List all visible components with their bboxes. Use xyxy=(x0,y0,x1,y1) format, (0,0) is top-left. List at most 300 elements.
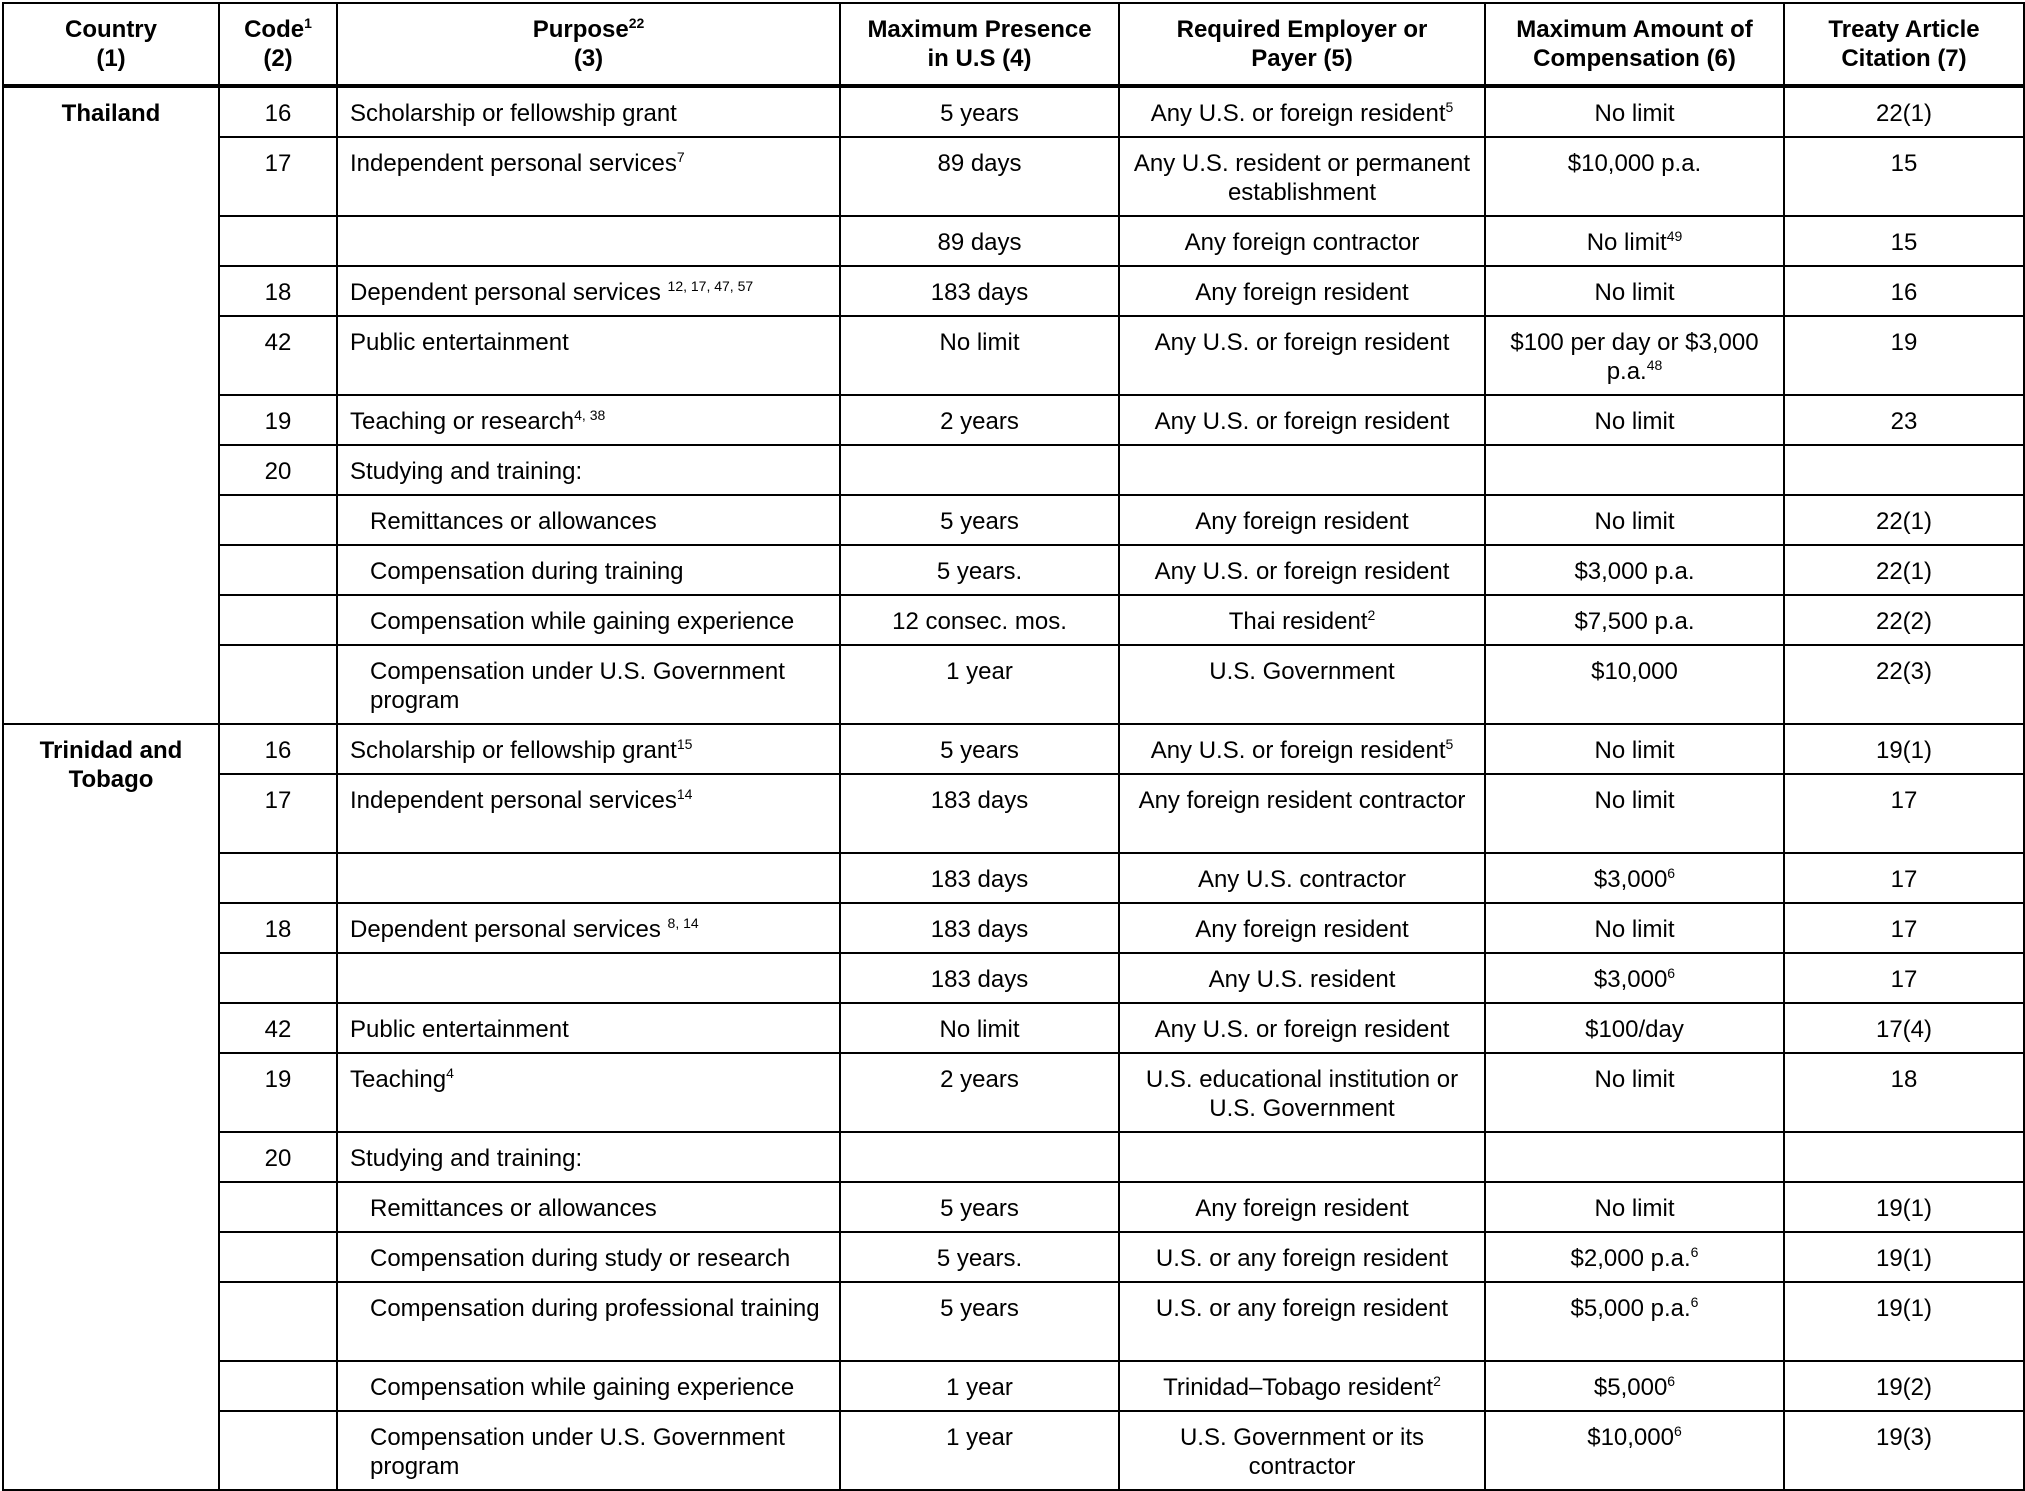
amount-cell xyxy=(1485,774,1784,853)
code-text: 16 xyxy=(264,737,292,764)
employer-text: Any U.S. resident xyxy=(1208,966,1396,993)
amount-text: No limit xyxy=(1594,1195,1675,1222)
header-required-employer: Required Employer or Payer (5) xyxy=(1119,3,1485,86)
presence-text: 183 days xyxy=(930,866,1029,893)
purpose-text: Compensation during professional training xyxy=(370,1295,820,1322)
purpose-cell xyxy=(337,316,840,395)
purpose-text: Dependent personal services xyxy=(350,916,668,943)
employer-cell xyxy=(1119,953,1485,1003)
code-cell xyxy=(219,1232,337,1282)
employer-cell xyxy=(1119,545,1485,595)
employer-cell xyxy=(1119,445,1485,495)
footnote-ref: 6 xyxy=(1690,1244,1699,1260)
code-text: 18 xyxy=(264,279,292,306)
article-text: 17 xyxy=(1890,866,1918,893)
purpose-text: Public entertainment xyxy=(350,1016,569,1043)
footnote-ref: 15 xyxy=(676,736,693,752)
purpose-cell xyxy=(337,395,840,445)
code-text: 17 xyxy=(264,787,292,814)
table-row xyxy=(3,903,2024,953)
employer-cell xyxy=(1119,1282,1485,1361)
article-text: 19 xyxy=(1890,329,1918,356)
employer-text: U.S. or any foreign resident xyxy=(1155,1245,1449,1272)
article-cell xyxy=(1784,1361,2024,1411)
purpose-cell xyxy=(337,853,840,903)
employer-cell xyxy=(1119,1182,1485,1232)
purpose-cell xyxy=(337,1003,840,1053)
amount-text: $3,000 xyxy=(1593,866,1668,893)
footnote-ref: 14 xyxy=(676,786,693,802)
article-text: 18 xyxy=(1890,1066,1918,1093)
employer-cell xyxy=(1119,853,1485,903)
employer-text: U.S. Government or its contractor xyxy=(1179,1424,1425,1480)
code-text: 17 xyxy=(264,150,292,177)
employer-text: Any U.S. or foreign resident xyxy=(1154,408,1450,435)
purpose-cell xyxy=(337,645,840,724)
table-row xyxy=(3,1361,2024,1411)
amount-text: $10,000 xyxy=(1591,658,1678,685)
amount-text: $10,000 p.a. xyxy=(1567,150,1702,177)
code-cell xyxy=(219,316,337,395)
employer-text: Any U.S. contractor xyxy=(1197,866,1407,893)
purpose-text: Scholarship or fellowship grant xyxy=(350,100,677,127)
table-row xyxy=(3,86,2024,137)
purpose-cell xyxy=(337,1132,840,1182)
footnote-ref: 48 xyxy=(1646,357,1663,373)
presence-text: 89 days xyxy=(937,150,1022,177)
article-cell xyxy=(1784,266,2024,316)
purpose-cell xyxy=(337,1182,840,1232)
purpose-text: Teaching or research xyxy=(350,408,575,435)
presence-cell xyxy=(840,645,1119,724)
header-row xyxy=(3,3,2024,86)
amount-text: No limit xyxy=(1594,1066,1675,1093)
amount-cell xyxy=(1485,724,1784,774)
purpose-text: Scholarship or fellowship grant xyxy=(350,737,677,764)
amount-cell xyxy=(1485,1361,1784,1411)
table-row xyxy=(3,853,2024,903)
article-cell xyxy=(1784,1182,2024,1232)
article-cell xyxy=(1784,545,2024,595)
code-text: 20 xyxy=(264,458,292,485)
employer-cell xyxy=(1119,774,1485,853)
presence-cell xyxy=(840,86,1119,137)
presence-cell xyxy=(840,216,1119,266)
employer-text: Trinidad–Tobago resident xyxy=(1163,1374,1434,1401)
employer-text: Any foreign resident xyxy=(1195,508,1409,535)
purpose-cell xyxy=(337,903,840,953)
purpose-text: Studying and training: xyxy=(350,1145,583,1172)
footnote-ref: 49 xyxy=(1666,228,1683,244)
purpose-cell xyxy=(337,1282,840,1361)
employer-text: Any foreign resident xyxy=(1195,279,1409,306)
employer-cell xyxy=(1119,1003,1485,1053)
table-row xyxy=(3,395,2024,445)
article-text: 19(1) xyxy=(1875,737,1933,764)
purpose-cell xyxy=(337,595,840,645)
article-cell xyxy=(1784,1411,2024,1490)
code-cell xyxy=(219,774,337,853)
table-row xyxy=(3,1182,2024,1232)
presence-text: 12 consec. mos. xyxy=(892,608,1067,635)
code-cell xyxy=(219,545,337,595)
code-cell xyxy=(219,86,337,137)
presence-text: 5 years xyxy=(940,1195,1019,1222)
code-cell xyxy=(219,445,337,495)
footnote-ref: 12, 17, 47, 57 xyxy=(667,278,754,294)
employer-text: Any foreign resident xyxy=(1195,916,1409,943)
article-cell xyxy=(1784,216,2024,266)
table-row xyxy=(3,137,2024,216)
purpose-cell xyxy=(337,953,840,1003)
presence-text: 1 year xyxy=(946,1424,1013,1451)
article-cell xyxy=(1784,724,2024,774)
code-cell xyxy=(219,137,337,216)
country-name: Thailand xyxy=(61,100,161,127)
footnote-ref: 2 xyxy=(1433,1373,1441,1389)
footnote-ref: 4 xyxy=(446,1065,454,1081)
country-cell xyxy=(3,724,219,1490)
amount-cell xyxy=(1485,137,1784,216)
employer-text: Thai resident xyxy=(1228,608,1368,635)
employer-text: Any U.S. or foreign resident xyxy=(1154,1016,1450,1043)
employer-cell xyxy=(1119,645,1485,724)
footnote-ref: 6 xyxy=(1667,1373,1676,1389)
amount-text: No limit xyxy=(1594,408,1675,435)
employer-text: Any U.S. or foreign resident xyxy=(1150,737,1446,764)
presence-cell xyxy=(840,595,1119,645)
code-cell xyxy=(219,495,337,545)
article-text: 22(1) xyxy=(1875,508,1933,535)
header-treaty-article: Treaty Article Citation (7) xyxy=(1784,3,2024,86)
presence-text: 183 days xyxy=(930,916,1029,943)
header-maximum-amount: Maximum Amount of Compensation (6) xyxy=(1485,3,1784,86)
presence-text: 5 years. xyxy=(936,1245,1023,1272)
amount-text: No limit xyxy=(1594,100,1675,127)
code-cell xyxy=(219,1182,337,1232)
employer-cell xyxy=(1119,903,1485,953)
article-cell xyxy=(1784,903,2024,953)
header-maximum-presence: Maximum Presence in U.S (4) xyxy=(840,3,1119,86)
employer-text: U.S. educational institution or U.S. Government xyxy=(1145,1066,1459,1122)
article-text: 17 xyxy=(1890,916,1918,943)
amount-cell xyxy=(1485,445,1784,495)
presence-text: 1 year xyxy=(946,658,1013,685)
code-text: 20 xyxy=(264,1145,292,1172)
amount-text: No limit xyxy=(1594,279,1675,306)
table-row xyxy=(3,266,2024,316)
employer-text: Any foreign resident xyxy=(1195,1195,1409,1222)
table-row xyxy=(3,216,2024,266)
article-text: 19(1) xyxy=(1875,1245,1933,1272)
amount-cell xyxy=(1485,853,1784,903)
presence-text: No limit xyxy=(939,1016,1020,1043)
presence-cell xyxy=(840,1182,1119,1232)
employer-cell xyxy=(1119,595,1485,645)
code-cell xyxy=(219,853,337,903)
purpose-text: Teaching xyxy=(350,1066,447,1093)
presence-cell xyxy=(840,853,1119,903)
code-cell xyxy=(219,1053,337,1132)
article-cell xyxy=(1784,1003,2024,1053)
article-cell xyxy=(1784,316,2024,395)
purpose-cell xyxy=(337,137,840,216)
header-country: Country (1) xyxy=(3,3,219,86)
code-text: 42 xyxy=(264,1016,292,1043)
presence-text: 183 days xyxy=(930,787,1029,814)
code-cell xyxy=(219,953,337,1003)
presence-text: 1 year xyxy=(946,1374,1013,1401)
article-cell xyxy=(1784,953,2024,1003)
article-cell xyxy=(1784,1282,2024,1361)
article-cell xyxy=(1784,853,2024,903)
amount-text: No limit xyxy=(1594,787,1675,814)
employer-cell xyxy=(1119,1053,1485,1132)
table-row xyxy=(3,774,2024,853)
table-row xyxy=(3,1282,2024,1361)
amount-cell xyxy=(1485,1182,1784,1232)
employer-cell xyxy=(1119,216,1485,266)
amount-cell xyxy=(1485,1003,1784,1053)
amount-cell xyxy=(1485,216,1784,266)
presence-cell xyxy=(840,495,1119,545)
footnote-ref: 8, 14 xyxy=(667,915,699,931)
employer-text: Any U.S. or foreign resident xyxy=(1154,329,1450,356)
article-cell xyxy=(1784,495,2024,545)
employer-cell xyxy=(1119,495,1485,545)
employer-cell xyxy=(1119,1361,1485,1411)
presence-cell xyxy=(840,1003,1119,1053)
amount-cell xyxy=(1485,316,1784,395)
article-cell xyxy=(1784,645,2024,724)
article-text: 17(4) xyxy=(1875,1016,1933,1043)
amount-text: $7,500 p.a. xyxy=(1574,608,1695,635)
table-row xyxy=(3,1053,2024,1132)
employer-text: U.S. Government xyxy=(1209,658,1395,685)
presence-text: 5 years xyxy=(940,737,1019,764)
code-text: 19 xyxy=(264,408,292,435)
article-cell xyxy=(1784,1232,2024,1282)
amount-cell xyxy=(1485,1282,1784,1361)
article-cell xyxy=(1784,595,2024,645)
code-text: 42 xyxy=(264,329,292,356)
code-text: 19 xyxy=(264,1066,292,1093)
table-row xyxy=(3,1003,2024,1053)
table-row xyxy=(3,495,2024,545)
article-text: 22(2) xyxy=(1875,608,1933,635)
code-cell xyxy=(219,1411,337,1490)
code-cell xyxy=(219,1003,337,1053)
presence-text: 5 years. xyxy=(936,558,1023,585)
code-cell xyxy=(219,1132,337,1182)
table-row xyxy=(3,445,2024,495)
purpose-text: Independent personal services xyxy=(350,787,677,814)
article-text: 22(1) xyxy=(1875,100,1933,127)
presence-cell xyxy=(840,395,1119,445)
amount-text: $5,000 xyxy=(1593,1374,1668,1401)
employer-cell xyxy=(1119,86,1485,137)
presence-text: 2 years xyxy=(940,1066,1019,1093)
amount-text: $5,000 p.a. xyxy=(1570,1295,1691,1322)
footnote-ref: 6 xyxy=(1690,1294,1699,1310)
footnote-ref: 6 xyxy=(1667,965,1676,981)
code-text: 16 xyxy=(264,100,292,127)
article-cell xyxy=(1784,395,2024,445)
table-row xyxy=(3,545,2024,595)
country-cell xyxy=(3,86,219,724)
employer-text: Any foreign resident contractor xyxy=(1138,787,1466,814)
country-name: Trinidad and Tobago xyxy=(39,737,183,793)
table-row xyxy=(3,316,2024,395)
footnote-ref: 6 xyxy=(1673,1423,1682,1439)
purpose-text: Dependent personal services xyxy=(350,279,668,306)
purpose-text: Public entertainment xyxy=(350,329,569,356)
article-text: 19(3) xyxy=(1875,1424,1933,1451)
code-cell xyxy=(219,1282,337,1361)
code-cell xyxy=(219,395,337,445)
footnote-ref: 2 xyxy=(1367,607,1376,623)
employer-cell xyxy=(1119,395,1485,445)
purpose-text: Compensation during training xyxy=(370,558,684,585)
amount-text: No limit xyxy=(1594,916,1675,943)
employer-cell xyxy=(1119,1411,1485,1490)
amount-cell xyxy=(1485,1132,1784,1182)
presence-text: 183 days xyxy=(930,966,1029,993)
amount-cell xyxy=(1485,1053,1784,1132)
code-cell xyxy=(219,595,337,645)
footnote-ref: 7 xyxy=(676,149,685,165)
article-cell xyxy=(1784,445,2024,495)
purpose-text: Compensation while gaining experience xyxy=(370,608,795,635)
purpose-cell xyxy=(337,724,840,774)
amount-text: $100 per day or $3,000 p.a. xyxy=(1510,329,1759,385)
purpose-cell xyxy=(337,1361,840,1411)
article-text: 22(3) xyxy=(1875,658,1933,685)
presence-cell xyxy=(840,445,1119,495)
presence-text: No limit xyxy=(939,329,1020,356)
purpose-cell xyxy=(337,545,840,595)
article-cell xyxy=(1784,1132,2024,1182)
amount-cell xyxy=(1485,495,1784,545)
treaty-table xyxy=(2,2,2025,1491)
article-cell xyxy=(1784,86,2024,137)
presence-cell xyxy=(840,774,1119,853)
amount-text: $3,000 p.a. xyxy=(1574,558,1695,585)
presence-text: 5 years xyxy=(940,508,1019,535)
table-row xyxy=(3,953,2024,1003)
purpose-cell xyxy=(337,1411,840,1490)
employer-text: Any U.S. resident or permanent establishment xyxy=(1133,150,1471,206)
code-cell xyxy=(219,645,337,724)
footnote-ref: 4, 38 xyxy=(574,407,606,423)
presence-text: 2 years xyxy=(940,408,1019,435)
article-text: 22(1) xyxy=(1875,558,1933,585)
amount-cell xyxy=(1485,903,1784,953)
presence-text: 183 days xyxy=(930,279,1029,306)
amount-text: $2,000 p.a. xyxy=(1570,1245,1691,1272)
article-cell xyxy=(1784,1053,2024,1132)
presence-cell xyxy=(840,953,1119,1003)
employer-text: Any U.S. or foreign resident xyxy=(1150,100,1446,127)
table-row xyxy=(3,595,2024,645)
presence-cell xyxy=(840,1411,1119,1490)
code-text: 18 xyxy=(264,916,292,943)
amount-cell xyxy=(1485,395,1784,445)
table-row xyxy=(3,724,2024,774)
amount-cell xyxy=(1485,1411,1784,1490)
presence-cell xyxy=(840,1282,1119,1361)
code-cell xyxy=(219,903,337,953)
amount-text: No limit xyxy=(1594,737,1675,764)
presence-cell xyxy=(840,724,1119,774)
presence-cell xyxy=(840,545,1119,595)
amount-cell xyxy=(1485,645,1784,724)
presence-cell xyxy=(840,1361,1119,1411)
header-purpose: Purpose$^{22}$ (3) xyxy=(337,3,840,86)
table-row xyxy=(3,1411,2024,1490)
purpose-cell xyxy=(337,266,840,316)
presence-cell xyxy=(840,137,1119,216)
employer-text: U.S. or any foreign resident xyxy=(1155,1295,1449,1322)
purpose-cell xyxy=(337,1053,840,1132)
code-cell xyxy=(219,216,337,266)
employer-cell xyxy=(1119,266,1485,316)
amount-text: No limit xyxy=(1594,508,1675,535)
presence-text: 89 days xyxy=(937,229,1022,256)
article-cell xyxy=(1784,137,2024,216)
table-row xyxy=(3,645,2024,724)
amount-text: $3,000 xyxy=(1593,966,1668,993)
presence-cell xyxy=(840,903,1119,953)
amount-cell xyxy=(1485,1232,1784,1282)
amount-text: No limit xyxy=(1586,229,1667,256)
article-text: 19(1) xyxy=(1875,1195,1933,1222)
amount-text: $100/day xyxy=(1585,1016,1684,1043)
presence-text: 5 years xyxy=(940,100,1019,127)
article-text: 16 xyxy=(1890,279,1918,306)
employer-cell xyxy=(1119,724,1485,774)
footnote-ref: 5 xyxy=(1445,736,1454,752)
article-text: 15 xyxy=(1890,150,1918,177)
purpose-cell xyxy=(337,216,840,266)
code-cell xyxy=(219,724,337,774)
footnote-ref: 5 xyxy=(1445,99,1454,115)
purpose-text: Compensation under U.S. Government program xyxy=(370,658,785,714)
table-row xyxy=(3,1132,2024,1182)
purpose-cell xyxy=(337,86,840,137)
article-text: 17 xyxy=(1890,787,1918,814)
purpose-text: Remittances or allowances xyxy=(370,508,657,535)
purpose-text: Compensation under U.S. Government program xyxy=(370,1424,785,1480)
amount-cell xyxy=(1485,545,1784,595)
article-text: 17 xyxy=(1890,966,1918,993)
article-text: 23 xyxy=(1890,408,1918,435)
amount-cell xyxy=(1485,266,1784,316)
employer-cell xyxy=(1119,316,1485,395)
purpose-cell xyxy=(337,445,840,495)
amount-text: $10,000 xyxy=(1587,1424,1674,1451)
purpose-cell xyxy=(337,774,840,853)
amount-cell xyxy=(1485,595,1784,645)
presence-cell xyxy=(840,316,1119,395)
article-text: 15 xyxy=(1890,229,1918,256)
purpose-cell xyxy=(337,495,840,545)
presence-cell xyxy=(840,266,1119,316)
employer-cell xyxy=(1119,137,1485,216)
code-cell xyxy=(219,266,337,316)
employer-text: Any U.S. or foreign resident xyxy=(1154,558,1450,585)
presence-cell xyxy=(840,1232,1119,1282)
